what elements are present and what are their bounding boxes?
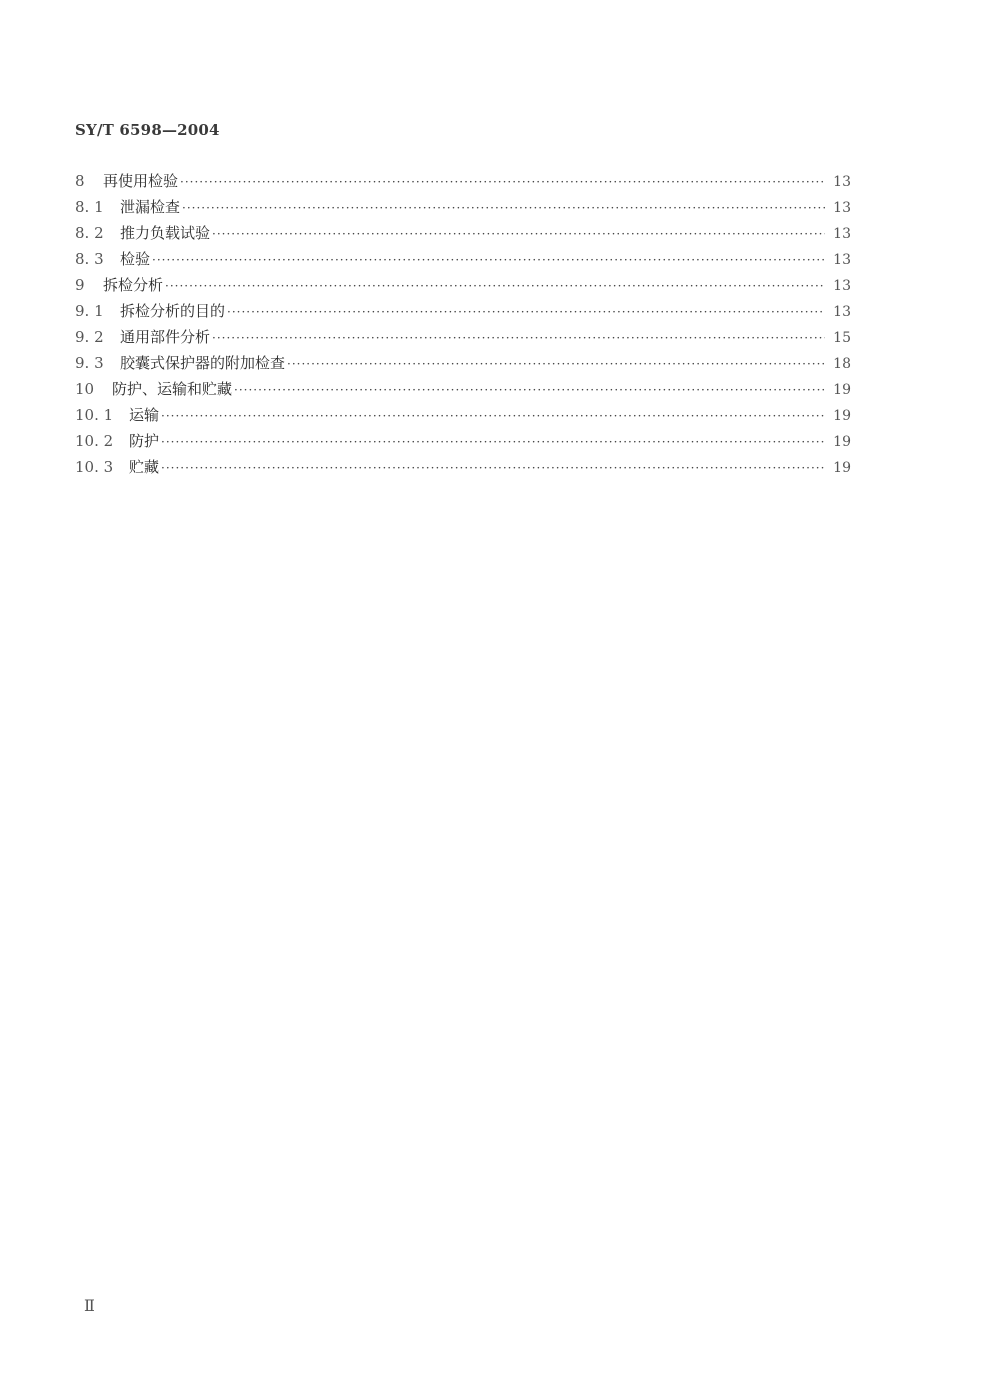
toc-leader-dots bbox=[161, 455, 825, 481]
toc-entry-title: 检验 bbox=[120, 250, 151, 268]
toc-entry-title: 通用部件分析 bbox=[120, 328, 211, 346]
toc-entry-title: 再使用检验 bbox=[103, 172, 179, 190]
toc-entry-page: 13 bbox=[833, 226, 851, 242]
toc-entry-number: 10. 1 bbox=[75, 406, 114, 424]
toc-entry-page: 19 bbox=[833, 460, 851, 476]
toc-entry[interactable] bbox=[75, 272, 851, 298]
toc-entry[interactable] bbox=[75, 402, 851, 428]
toc-entry-page: 13 bbox=[833, 252, 851, 268]
toc-entry-title: 拆检分析的目的 bbox=[120, 302, 226, 320]
toc-entry-page: 19 bbox=[833, 434, 851, 450]
toc-entry[interactable] bbox=[75, 376, 851, 402]
toc-entry-number: 10 bbox=[75, 380, 95, 398]
toc-entry[interactable] bbox=[75, 454, 851, 480]
toc-entry-title: 胶囊式保护器的附加检查 bbox=[120, 354, 286, 372]
toc-entry-page: 13 bbox=[833, 174, 851, 190]
toc-entry-number: 9 bbox=[75, 276, 85, 294]
toc-leader-dots bbox=[234, 377, 825, 403]
toc-entry-number: 8. 3 bbox=[75, 250, 104, 268]
toc-entry[interactable] bbox=[75, 220, 851, 246]
toc-entry-page: 18 bbox=[833, 356, 851, 372]
toc-leader-dots bbox=[152, 247, 825, 273]
toc-entry-title: 拆检分析 bbox=[103, 276, 164, 294]
toc-leader-dots bbox=[180, 169, 825, 195]
toc-entry[interactable] bbox=[75, 246, 851, 272]
toc-entry-page: 19 bbox=[833, 382, 851, 398]
toc-entry-number: 10. 2 bbox=[75, 432, 114, 450]
toc-entry-page: 15 bbox=[833, 330, 851, 346]
toc-entry-page: 19 bbox=[833, 408, 851, 424]
toc-entry-page: 13 bbox=[833, 278, 851, 294]
toc-leader-dots bbox=[287, 351, 825, 377]
toc-entry-page: 13 bbox=[833, 200, 851, 216]
toc-leader-dots bbox=[161, 429, 825, 455]
toc-entry-number: 8 bbox=[75, 172, 85, 190]
toc-leader-dots bbox=[161, 403, 825, 429]
toc-entry[interactable] bbox=[75, 350, 851, 376]
table-of-contents bbox=[75, 168, 851, 480]
toc-entry[interactable] bbox=[75, 324, 851, 350]
toc-leader-dots bbox=[212, 325, 825, 351]
toc-entry-title: 防护 bbox=[129, 432, 160, 450]
toc-entry[interactable] bbox=[75, 428, 851, 454]
toc-entry-page: 13 bbox=[833, 304, 851, 320]
toc-entry-number: 9. 3 bbox=[75, 354, 104, 372]
toc-entry-title: 防护、运输和贮藏 bbox=[112, 380, 233, 398]
toc-entry-title: 运输 bbox=[129, 406, 160, 424]
page-number: Ⅱ bbox=[84, 1296, 95, 1315]
toc-entry-title: 贮藏 bbox=[129, 458, 160, 476]
toc-leader-dots bbox=[227, 299, 825, 325]
toc-entry[interactable] bbox=[75, 168, 851, 194]
toc-entry[interactable] bbox=[75, 194, 851, 220]
toc-leader-dots bbox=[165, 273, 825, 299]
toc-entry-title: 推力负载试验 bbox=[120, 224, 211, 242]
toc-entry-number: 10. 3 bbox=[75, 458, 114, 476]
toc-entry-number: 8. 2 bbox=[75, 224, 104, 242]
toc-entry-title: 泄漏检查 bbox=[120, 198, 181, 216]
toc-entry-number: 9. 1 bbox=[75, 302, 104, 320]
toc-leader-dots bbox=[182, 195, 825, 221]
standard-code: SY/T 6598—2004 bbox=[75, 121, 220, 139]
toc-leader-dots bbox=[212, 221, 825, 247]
toc-entry-number: 9. 2 bbox=[75, 328, 104, 346]
toc-entry-number: 8. 1 bbox=[75, 198, 104, 216]
toc-entry[interactable] bbox=[75, 298, 851, 324]
